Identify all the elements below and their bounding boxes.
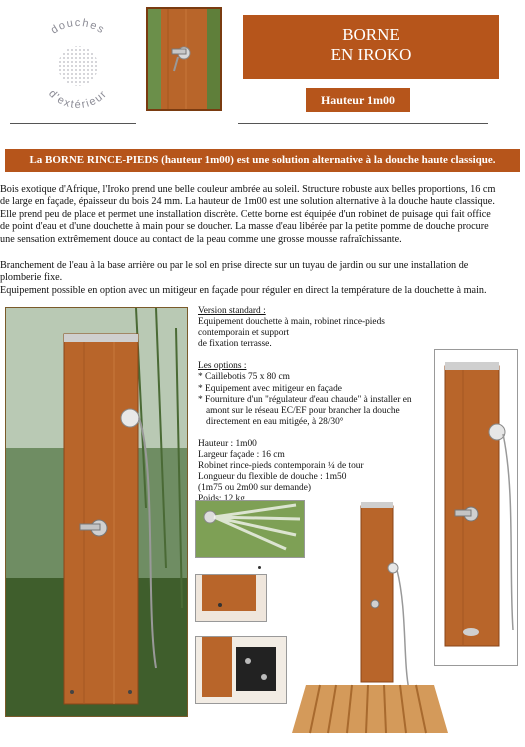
options-heading: Les options : xyxy=(198,361,247,372)
tech-line: (1m75 ou 2m00 sur demande) xyxy=(198,483,311,494)
title-line-2: EN IROKO xyxy=(330,45,412,64)
tech-line: Robinet rince-pieds contemporain ¼ de tour xyxy=(198,461,364,472)
divider-left xyxy=(10,123,136,124)
option-paragraph: Equipement possible en option avec un mitigeur en façade pour réguler en direct la température de la douchette à main. xyxy=(0,285,487,296)
tech-line: Longueur du flexible de douche : 1m50 xyxy=(198,472,347,483)
connection-paragraph xyxy=(0,260,525,285)
tech-line: Hauteur : 1m00 xyxy=(198,438,257,449)
product-mixer-photo xyxy=(434,349,518,666)
tech-line: Largeur façade : 16 cm xyxy=(198,450,285,461)
shower-spray-photo xyxy=(195,500,305,558)
option-item: directement en eau mitigée, à 28/30° xyxy=(206,416,344,427)
svg-text:d'extérieur: d'extérieur xyxy=(46,87,110,112)
wooden-deck-caillebotis xyxy=(290,683,450,735)
standard-line: Equipement douchette à main, robinet rince-pieds contemporain et support xyxy=(198,317,385,339)
brand-logo xyxy=(22,8,134,118)
connection-line: plomberie fixe. xyxy=(0,272,63,284)
connection-line: Branchement de l'eau à la base arrière ou par le sol en prise directe sur un tuyau de jardin ou sur une installation de xyxy=(0,260,469,271)
base-detail-photo xyxy=(195,574,267,622)
title-line-1: BORNE xyxy=(342,25,400,44)
intro-banner: La BORNE RINCE-PIEDS (hauteur 1m00) est une solution alternative à la douche haute classique. xyxy=(5,149,520,172)
standard-line: de fixation terrasse. xyxy=(198,339,272,350)
option-item: * Equipement avec mitigeur en façade xyxy=(198,383,342,394)
option-item: * Caillebotis 75 x 80 cm xyxy=(198,372,290,383)
description-line: Elle prend peu de place et permet une installation discrète. Cette borne est équipée d'un robinet de puisage qui fait office xyxy=(0,208,491,220)
standard-version-heading: Version standard : xyxy=(198,306,266,316)
svg-text:douches: douches xyxy=(48,16,108,37)
description-line: une sensation extrêmement douce au contact de la peau comme une grosse mousse rafraîchissante. xyxy=(0,233,402,245)
description-line: Bois exotique d'Afrique, l'Iroko prend une belle couleur ambrée au soleil. Structure robuste aux belles proportions, 16 cm xyxy=(0,184,496,195)
option-item: * Fourniture d'un "régulateur d'eau chaude" à installer en xyxy=(198,394,412,405)
main-installation-photo xyxy=(5,307,188,717)
description-paragraph xyxy=(0,184,525,246)
product-title xyxy=(243,15,499,79)
description-line: de large en façade, épaisseur du bois 24 mm. La hauteur de 1m00 est une solution alternative à la douche haute classique. xyxy=(0,196,495,208)
divider-right xyxy=(238,123,488,124)
rear-connection-photo xyxy=(195,636,287,704)
height-badge: Hauteur 1m00 xyxy=(306,88,410,112)
specifications-block xyxy=(198,306,436,506)
hero-product-photo xyxy=(146,7,222,111)
description-line: de point d'eau et d'une douchette à main pour se doucher. La masse d'eau libérée par la petite pomme de douche procure xyxy=(0,221,489,233)
bullet-dot xyxy=(258,566,261,569)
option-item: amont sur le réseau EC/EF pour brancher la douche xyxy=(206,405,400,416)
